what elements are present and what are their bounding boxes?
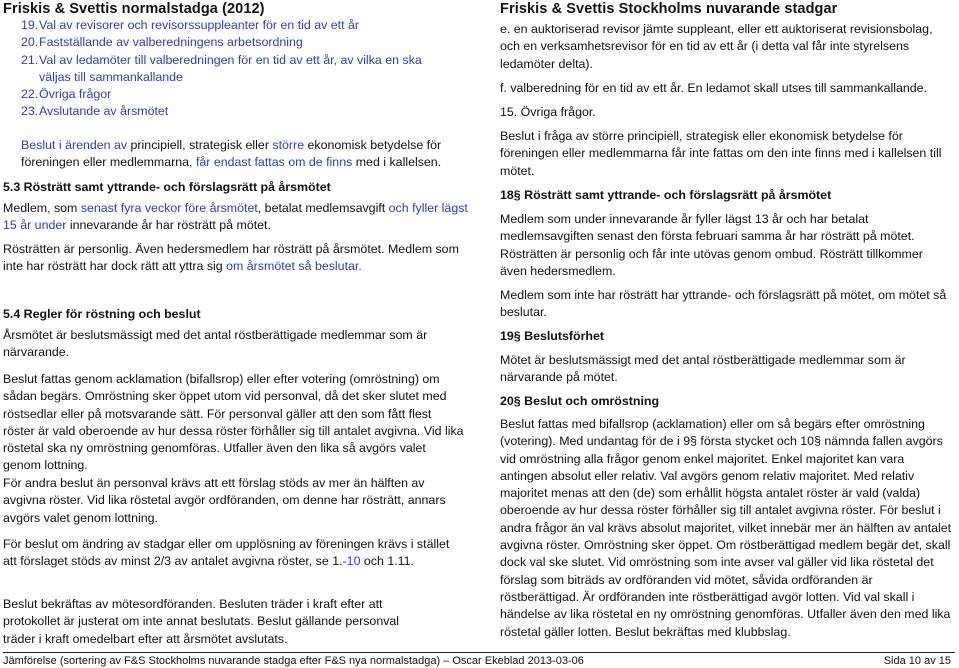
section-5-4-paragraph-1: Årsmötet är beslutsmässigt med det antal röstberättigade medlemmar som är närvarande. — [3, 328, 428, 360]
agenda-item-20: 20.Fastställande av valberedningens arbetsordning — [21, 35, 303, 50]
section-5-4-paragraph-2: Beslut fattas genom acklamation (bifallsrop) eller efter votering (omröstning) om sådan begärs. Omröstning sker öppet utom vid personval, då det sker slutet med röstsedlar eller på motsvarande sätt. För personval gäller att den som fått flest röster är vald oberoende av hur dessa röster förhåller sig till antalet avgivna. Vid lika röstetal ska ny omröstning genomföras. Utfaller även den lika så avgörs valet genom lottning. — [3, 372, 464, 473]
paragraph-e: e. en auktoriserad revisor jämte suppleant, eller ett auktoriserat revisionsbolag, och en verksamhetsrevisor för en tid av ett år (i detta val får inte styrelsens ledamöter delta). — [500, 22, 933, 71]
section-19-paragraph: Mötet är beslutsmässigt med det antal röstberättigade medlemmar som är närvarande på mötet. — [500, 353, 906, 385]
section-5-3-paragraph-1: Medlem, som senast fyra veckor före årsmötet, betalat medlemsavgift och fyller lägst 15 år under innevarande år har rösträtt på mötet. — [3, 201, 468, 233]
section-5-3-paragraph-2: Rösträtten är personlig. Även hedersmedlem har rösträtt på årsmötet. Medlem som inte har rösträtt har dock rätt att yttra sig om årsmötet så beslutar. — [3, 242, 459, 274]
page-footer — [3, 652, 955, 668]
footer-text: Jämförelse (sortering av F&S Stockholms nuvarande stadga efter F&S nya normalstadga) – Oscar Ekeblad 2013-03-06 — [3, 655, 584, 667]
item-15: 15. Övriga frågor. — [500, 105, 596, 119]
agenda-item-19: 19.Val av revisorer och revisorssuppleanter för en tid av ett år — [21, 18, 360, 32]
section-20-heading: 20§ Beslut och omröstning — [500, 394, 660, 408]
section-5-4-paragraph-4: För beslut om ändring av stadgar eller om upplösning av föreningen krävs i stället att förslaget stöds av minst 2/3 av antalet avgivna röster, se 1.-10 och 1.11. — [3, 537, 450, 569]
section-5-3-heading: 5.3 Rösträtt samt yttrande- och förslagsrätt på årsmötet — [3, 180, 331, 194]
decision-paragraph-right: Beslut i fråga av större principiell, strategisk eller ekonomisk betydelse för föreningen eller medlemmarna får inte fattas om den inte finns med i kallelsen till mötet. — [500, 129, 942, 178]
agenda-item-23: 23.Avslutande av årsmötet — [21, 104, 169, 119]
section-18-heading: 18§ Rösträtt samt yttrande- och förslagsrätt på årsmötet — [500, 188, 832, 202]
section-5-4-paragraph-5: Beslut bekräftas av mötesordföranden. Besluten träder i kraft efter att protokollet är justerat om inte annat beslutats. Beslut gällande personval träder i kraft omedelbart efter att årsmötet avslutats. — [3, 597, 400, 646]
section-19-heading: 19§ Beslutsförhet — [500, 329, 604, 343]
paragraph-f: f. valberedning för en tid av ett år. En ledamot skall utses till sammankallande. — [500, 81, 928, 95]
page-number: Sida 10 av 15 — [883, 655, 951, 667]
agenda-item-21-cont: väljas till sammankallande — [39, 69, 183, 84]
decision-paragraph: Beslut i ärenden av principiell, strategisk eller större ekonomisk betydelse för föreningen eller medlemmarna, får endast fattas om de finns med i kallelsen. — [21, 138, 442, 170]
section-20-paragraph: Beslut fattas med bifallsrop (acklamation) eller om så begärs efter omröstning (votering). Med undantag för de i 9§ första stycket och 10§ nämnda fallen avgörs vid omröstning alla frågor genom enkel majoritet. Enkel majoritet kan vara antingen absolut eller relativ. Val avgörs genom relativ majoritet. Med relativ majoritet menas att den (de) som erhållit högsta antalet röster är vald (valda) oberoende av hur dessa röster förhåller sig till antalet avgivna röster. För beslut i andra frågor än val krävs absolut majoritet, vilket innebär mer än hälften av antalet avgivna röster. Omröstning sker öppet. Om röstberättigad medlem begär det, skall dock val ske slutet. Vid omröstning som inte avser val gäller vid lika röstetal det förslag som biträds av ordföranden vid mötet, såvida ordföranden är röstberättigad. Är ordföranden inte röstberättigad avgör lotten. Vid val skall i händelse av lika röstetal en ny omröstning genomföras. Utfaller även den med lika röstetal gäller lotten. Beslut bekräftas med klubbslag. — [500, 417, 952, 639]
section-18-paragraph-2: Medlem som inte har rösträtt har yttrande- och förslagsrätt på mötet, om mötet så beslutar. — [500, 288, 947, 320]
agenda-list — [21, 17, 471, 121]
left-header: Friskis & Svettis normalstadga (2012) — [3, 1, 265, 17]
section-18-paragraph-1: Medlem som under innevarande år fyller lägst 13 år och har betalat medlemsavgiften senast den första februari samma år har rösträtt på mötet. Rösträtten är personlig och får inte utövas genom ombud. Rösträtt tillkommer även hedersmedlem. — [500, 212, 923, 278]
section-5-4-paragraph-3: För andra beslut än personval krävs att ett förslag stöds av mer än hälften av avgivna röster. Vid lika röstetal avgör ordföranden, om denne har rösträtt, annars avgörs valet genom lottning. — [3, 476, 446, 525]
section-5-4-heading: 5.4 Regler för röstning och beslut — [3, 307, 201, 321]
right-header: Friskis & Svettis Stockholms nuvarande stadgar — [500, 1, 838, 17]
agenda-item-21: 21.Val av ledamöter till valberedningen för en tid av ett år, av vilka en ska — [21, 52, 422, 67]
agenda-item-22: 22.Övriga frågor — [21, 87, 112, 102]
